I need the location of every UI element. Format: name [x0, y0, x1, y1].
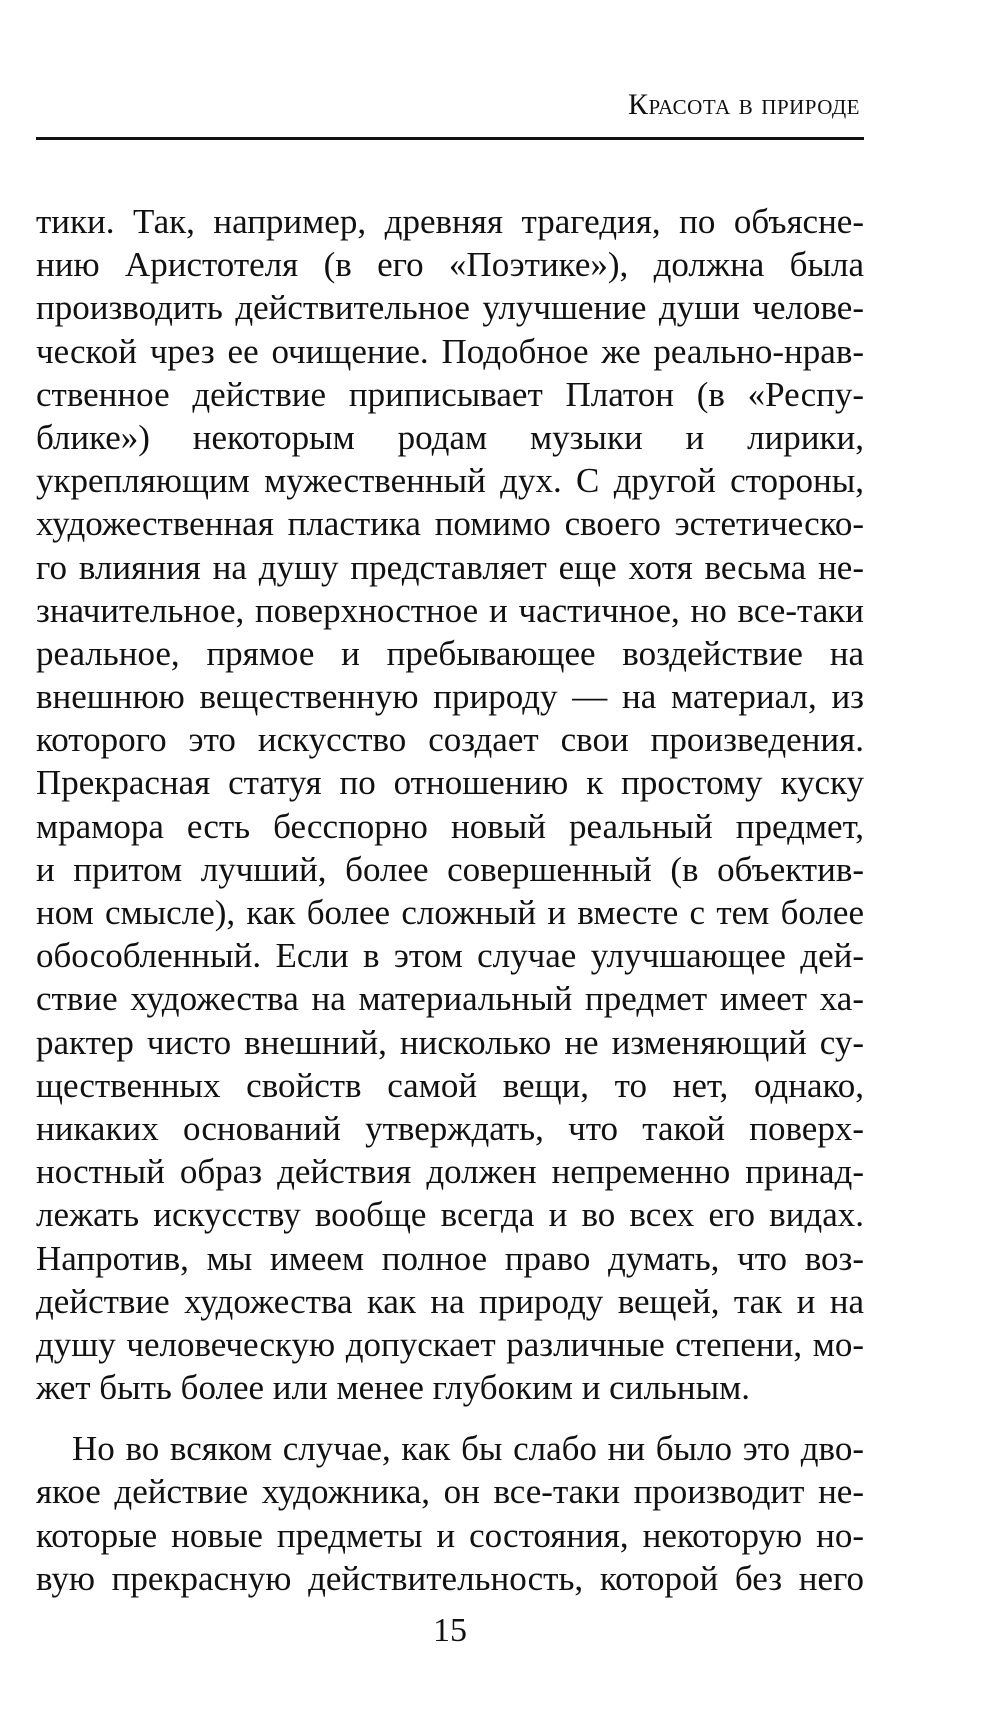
text-line: ственное действие приписывает Платон (в «Респу- — [36, 374, 864, 414]
text-line: укрепляющим мужественный дух. С другой стороны, — [36, 461, 864, 501]
text-line: никаких оснований утверждать, что такой поверх- — [36, 1108, 864, 1148]
text-line: Но во всяком случае, как бы слабо ни было это дво- — [72, 1429, 864, 1469]
text-line: тики. Так, например, древняя трагедия, по объясне- — [36, 202, 864, 241]
body-text — [36, 200, 864, 1600]
text-line: ческой чрез ее очищение. Подобное же реально-нрав- — [36, 331, 864, 371]
text-line: которые новые предметы и состояния, некоторую но- — [36, 1515, 864, 1555]
text-line: обособленный. Если в этом случае улучшающее дей- — [36, 936, 864, 976]
text-line: вую прекрасную действительность, которой без него — [36, 1558, 864, 1598]
text-line: ном смысле), как более сложный и вместе с тем более — [36, 893, 864, 932]
paragraph — [36, 1427, 864, 1600]
text-line: го влияния на душу представляет еще хотя весьма не- — [36, 547, 864, 587]
text-line: лежать искусству вообще всегда и во всех его видах. — [36, 1195, 864, 1235]
text-line: рактер чисто внешний, нисколько не изменяющий су- — [36, 1022, 864, 1062]
text-line: блике») некоторым родам музыки и лирики, — [36, 417, 864, 457]
text-line: щественных свойств самой вещи, то нет, однако, — [36, 1065, 864, 1105]
text-line: которого это искусство создает свои произведения. — [36, 720, 864, 760]
text-line: художественная пластика помимо своего эстетическо- — [36, 504, 864, 544]
paragraph — [36, 200, 864, 1409]
text-line: нию Аристотеля (в его «Поэтике»), должна была — [36, 245, 864, 285]
text-line: Напротив, мы имеем полное право думать, что воз- — [36, 1238, 864, 1278]
text-line: ствие художества на материальный предмет имеет ха- — [36, 979, 864, 1019]
text-line: мрамора есть бесспорно новый реальный предмет, — [36, 806, 864, 846]
text-line: ностный образ действия должен непременно принад- — [36, 1152, 864, 1192]
text-line: Прекрасная статуя по отношению к простому куску — [36, 763, 864, 803]
text-line: якое действие художника, он все-таки производит не- — [36, 1472, 864, 1512]
running-head-title: Красота в природе — [628, 88, 860, 121]
text-line: реальное, прямое и пребывающее воздействие на — [36, 633, 864, 673]
header-rule — [36, 137, 864, 140]
text-line: душу человеческую допускает различные степени, мо- — [36, 1324, 864, 1364]
text-line: действие художества как на природу вещей, так и на — [36, 1281, 864, 1321]
text-line: жет быть более или менее глубоким и сильным. — [36, 1368, 751, 1408]
text-line: и притом лучший, более совершенный (в объектив- — [36, 849, 864, 889]
text-line: значительное, поверхностное и частичное, но все-таки — [36, 590, 864, 630]
paragraph-gap — [36, 1409, 864, 1427]
text-line: внешнюю вещественную природу — на материал, из — [36, 677, 864, 717]
text-line: производить действительное улучшение души челове- — [36, 288, 864, 328]
page-number: 15 — [433, 1612, 467, 1649]
